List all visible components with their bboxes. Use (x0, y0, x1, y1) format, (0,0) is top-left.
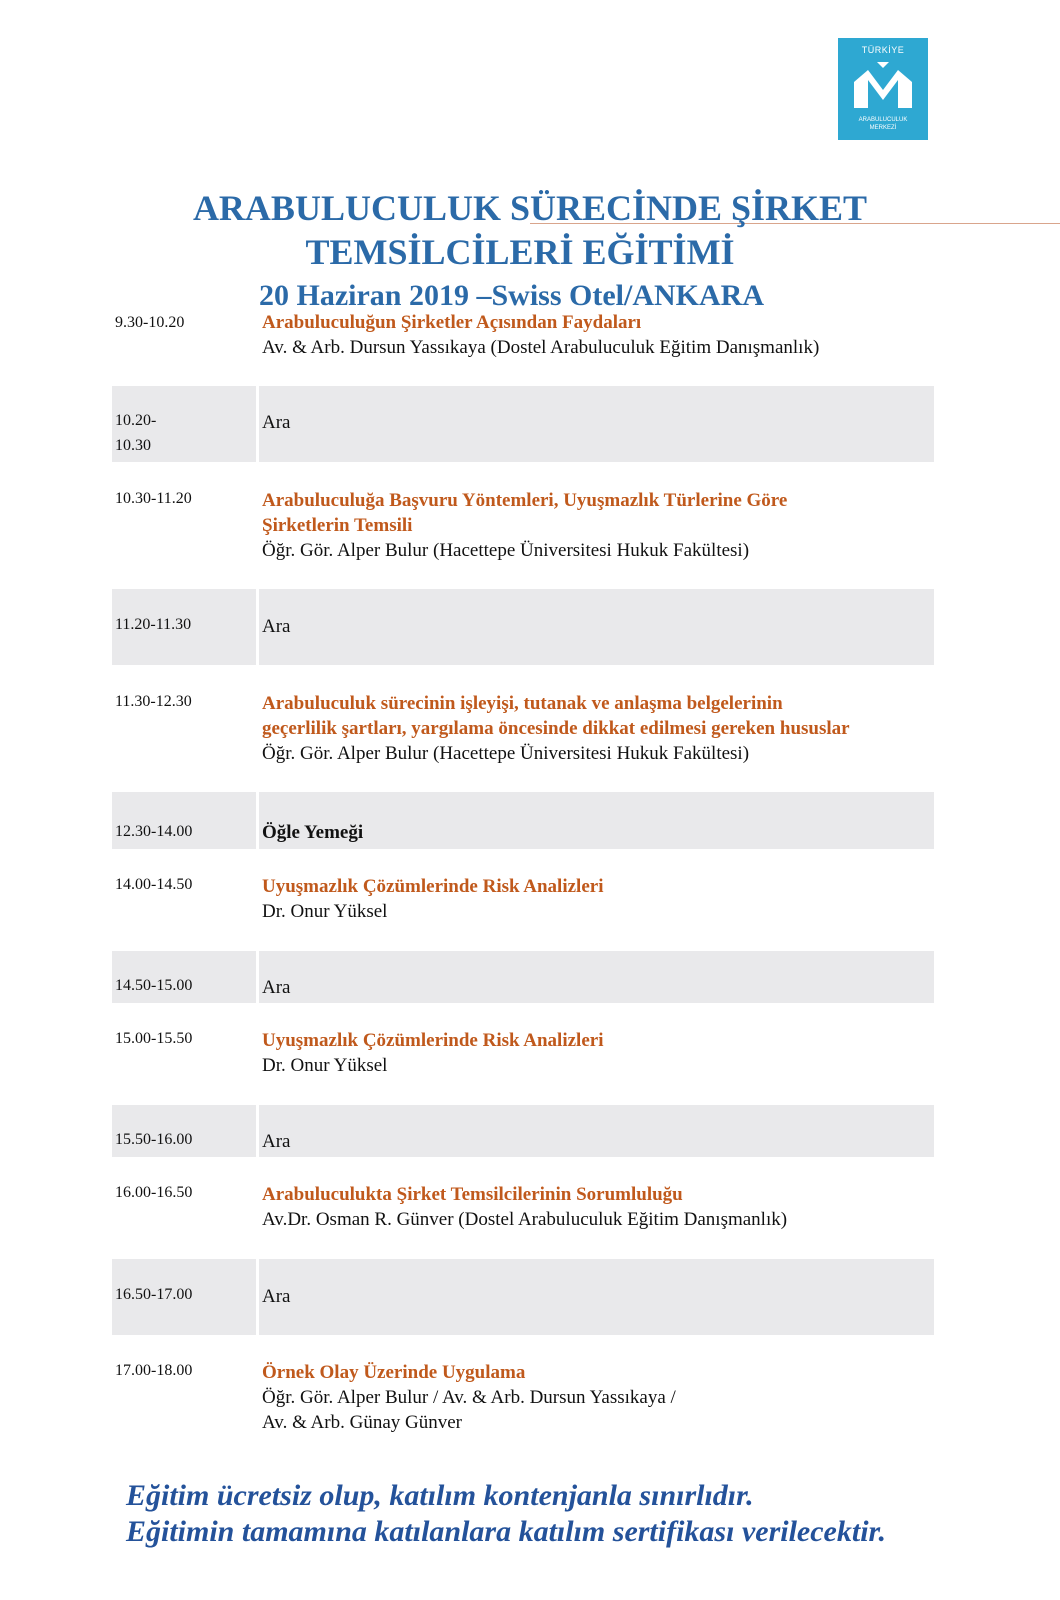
schedule-row-break (112, 589, 934, 665)
footer-note-line2: Eğitimin tamamına katılanlara katılım sertifikası verilecektir. (126, 1515, 887, 1548)
session-time (115, 408, 156, 458)
break-label: Ara (262, 1131, 291, 1152)
session-time: 11.30-12.30 (115, 693, 192, 710)
session-speaker: Av.Dr. Osman R. Günver (Dostel Arabuluculuk Eğitim Danışmanlık) (262, 1209, 788, 1230)
session-time: 16.50-17.00 (115, 1286, 193, 1303)
lunch-label: Öğle Yemeği (262, 822, 364, 843)
session-time: 15.00-15.50 (115, 1030, 193, 1047)
schedule-row (112, 1026, 934, 1096)
session-speaker-line1: Öğr. Gör. Alper Bulur / Av. & Arb. Dursun Yassıkaya / (262, 1387, 676, 1408)
session-speaker: Dr. Onur Yüksel (262, 1055, 388, 1076)
session-time: 14.50-15.00 (115, 977, 193, 994)
column-divider (256, 1105, 259, 1157)
break-label: Ara (262, 977, 291, 998)
session-speaker-line2: Av. & Arb. Günay Günver (262, 1412, 462, 1433)
session-time: 12.30-14.00 (115, 823, 193, 840)
session-speaker: Öğr. Gör. Alper Bulur (Hacettepe Üniversitesi Hukuk Fakültesi) (262, 540, 750, 561)
session-topic-line2: geçerlilik şartları, yargılama öncesinde dikkat edilmesi gereken hususlar (262, 718, 850, 739)
break-label: Ara (262, 616, 291, 637)
schedule-row-break (112, 386, 934, 462)
footer-note-line1: Eğitim ücretsiz olup, katılım kontenjanla sınırlıdır. (126, 1479, 754, 1512)
schedule-row-break (112, 951, 934, 1003)
column-divider (256, 1259, 259, 1335)
session-topic-line2: Şirketlerin Temsili (262, 515, 413, 536)
column-divider (256, 386, 259, 462)
session-topic: Arabuluculukta Şirket Temsilcilerinin Sorumluluğu (262, 1184, 683, 1205)
session-time: 17.00-18.00 (115, 1362, 193, 1379)
schedule-row (112, 486, 934, 582)
session-time: 9.30-10.20 (115, 314, 185, 331)
break-label: Ara (262, 412, 291, 433)
logo-top-text: TÜRKİYE (861, 45, 905, 55)
session-time-line1: 10.20- (115, 412, 157, 429)
turkiye-arabuluculuk-merkezi-logo (838, 38, 928, 140)
session-time: 16.00-16.50 (115, 1184, 193, 1201)
schedule-row (112, 1358, 934, 1442)
schedule-row (112, 308, 934, 378)
session-topic-line1: Arabuluculuk sürecinin işleyişi, tutanak ve anlaşma belgelerinin (262, 693, 783, 714)
break-label: Ara (262, 1286, 291, 1307)
session-time-line2: 10.30 (115, 437, 151, 454)
schedule-row (112, 689, 934, 785)
session-time: 11.20-11.30 (115, 616, 192, 633)
column-divider (256, 589, 259, 665)
session-speaker: Öğr. Gör. Alper Bulur (Hacettepe Üniversitesi Hukuk Fakültesi) (262, 743, 750, 764)
column-divider (256, 951, 259, 1003)
logo-bottom-text (838, 116, 928, 132)
session-time: 15.50-16.00 (115, 1131, 193, 1148)
schedule-row-break (112, 1105, 934, 1157)
column-divider (256, 792, 259, 849)
schedule-row (112, 872, 934, 942)
schedule-row (112, 1180, 934, 1250)
schedule-row-lunch (112, 792, 934, 849)
title-line2: TEMSİLCİLERİ EĞİTİMİ (305, 232, 735, 272)
session-time: 10.30-11.20 (115, 490, 192, 507)
session-speaker: Dr. Onur Yüksel (262, 901, 388, 922)
logo-bottom-line1: ARABULUCULUK (858, 117, 908, 123)
logo-emblem-icon (850, 60, 916, 112)
session-time: 14.00-14.50 (115, 876, 193, 893)
logo-bottom-line2: MERKEZİ (869, 125, 897, 131)
session-speaker: Av. & Arb. Dursun Yassıkaya (Dostel Arabuluculuk Eğitim Danışmanlık) (262, 337, 820, 358)
session-topic: Uyuşmazlık Çözümlerinde Risk Analizleri (262, 876, 604, 897)
title-line1: ARABULUCULUK SÜRECİNDE ŞİRKET (192, 188, 868, 228)
session-topic: Arabuluculuğun Şirketler Açısından Faydaları (262, 312, 642, 333)
schedule-row-break (112, 1259, 934, 1335)
event-date-location: 20 Haziran 2019 –Swiss Otel/ANKARA (259, 279, 764, 312)
session-topic: Örnek Olay Üzerinde Uygulama (262, 1362, 526, 1383)
session-topic-line1: Arabuluculuğa Başvuru Yöntemleri, Uyuşmazlık Türlerine Göre (262, 490, 788, 511)
session-topic: Uyuşmazlık Çözümlerinde Risk Analizleri (262, 1030, 604, 1051)
